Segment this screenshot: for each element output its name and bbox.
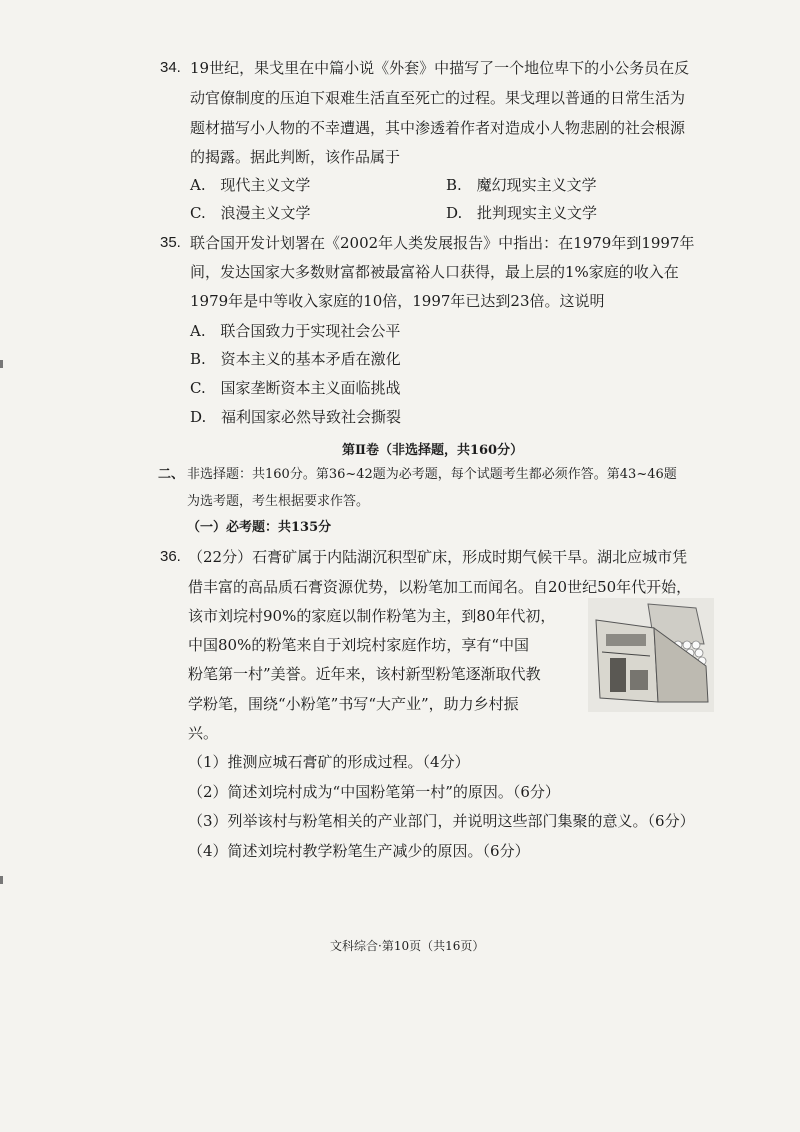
question-text-line: 间，发达国家大多数财富都被最富裕人口获得，最上层的1%家庭的收入在	[190, 263, 679, 281]
question-text-line: （22分）石膏矿属于内陆湖沉积型矿床，形成时期气候干旱。湖北应城市凭	[188, 548, 688, 566]
option-letter: D.	[190, 408, 207, 426]
option-letter: A.	[190, 176, 206, 194]
section-subheading: （一）必考题：共135分	[187, 520, 332, 535]
option-letter: C.	[190, 379, 206, 397]
section-heading-number: 二、	[158, 467, 185, 482]
option-text: 现代主义文学	[220, 176, 311, 194]
question-number: 36.	[160, 548, 181, 565]
question-text-line: 题材描写小人物的不幸遭遇，其中渗透着作者对造成小人物悲剧的社会根源	[190, 119, 686, 137]
question-text-line: 粉笔第一村”美誉。近年来，该村新型粉笔逐渐取代教	[188, 665, 541, 683]
option-b	[190, 349, 401, 369]
option-text: 国家垄断资本主义面临挑战	[220, 379, 401, 397]
option-text: 资本主义的基本矛盾在激化	[220, 350, 401, 368]
section-title: 第Ⅱ卷（非选择题，共160分）	[342, 443, 524, 458]
question-number: 35.	[160, 234, 181, 251]
option-b	[446, 175, 597, 195]
section-heading-text: 非选择题：共160分。第36~42题为必考题，每个试题考生都必须作答。第43~46题	[187, 467, 677, 482]
option-letter: B.	[190, 350, 206, 368]
question-text-line: 动官僚制度的压迫下艰难生活直至死亡的过程。果戈理以普通的日常生活为	[190, 89, 686, 107]
question-text-line: 19世纪，果戈里在中篇小说《外套》中描写了一个地位卑下的小公务员在反	[190, 59, 690, 77]
option-letter: D.	[446, 204, 463, 222]
question-text-line: 1979年是中等收入家庭的10倍，1997年已达到23倍。这说明	[190, 292, 605, 310]
option-a	[190, 321, 400, 341]
question-text-line: 借丰富的高品质石膏资源优势，以粉笔加工而闻名。自20世纪50年代开始，	[188, 578, 692, 596]
option-letter: C.	[190, 204, 206, 222]
sub-question-2: （2）简述刘垸村成为“中国粉笔第一村”的原因。（6分）	[188, 783, 560, 801]
question-text-line: 中国80%的粉笔来自于刘垸村家庭作坊，享有“中国	[188, 636, 530, 654]
chalk-box-photo	[588, 598, 714, 712]
sub-question-3: （3）列举该村与粉笔相关的产业部门，并说明这些部门集聚的意义。（6分）	[188, 812, 695, 830]
option-letter: A.	[190, 322, 206, 340]
section-heading-line2: 为选考题，考生根据要求作答。	[187, 494, 370, 509]
option-text: 联合国致力于实现社会公平	[220, 322, 401, 340]
option-text: 批判现实主义文学	[477, 204, 598, 222]
sub-question-4: （4）简述刘垸村教学粉笔生产减少的原因。（6分）	[188, 842, 530, 860]
question-text-line: 兴。	[188, 724, 219, 742]
option-a	[190, 175, 310, 195]
option-d	[190, 407, 401, 427]
option-c	[190, 378, 401, 398]
option-text: 浪漫主义文学	[220, 204, 311, 222]
question-number: 34.	[160, 59, 181, 76]
option-d	[446, 203, 597, 223]
page-footer: 文科综合·第10页（共16页）	[330, 939, 485, 953]
option-text: 魔幻现实主义文学	[476, 176, 597, 194]
scan-mark	[0, 876, 3, 884]
sub-question-1: （1）推测应城石膏矿的形成过程。（4分）	[188, 753, 470, 771]
question-text-line: 学粉笔，围绕“小粉笔”书写“大产业”，助力乡村振	[188, 695, 519, 713]
scan-mark	[0, 360, 3, 368]
option-c	[190, 203, 311, 223]
question-text-line: 联合国开发计划署在《2002年人类发展报告》中指出：在1979年到1997年	[190, 234, 695, 252]
question-text-line: 的揭露。据此判断，该作品属于	[190, 148, 401, 166]
question-text-line: 该市刘垸村90%的家庭以制作粉笔为主，到80年代初，	[188, 607, 556, 625]
option-letter: B.	[446, 176, 462, 194]
option-text: 福利国家必然导致社会撕裂	[221, 408, 402, 426]
